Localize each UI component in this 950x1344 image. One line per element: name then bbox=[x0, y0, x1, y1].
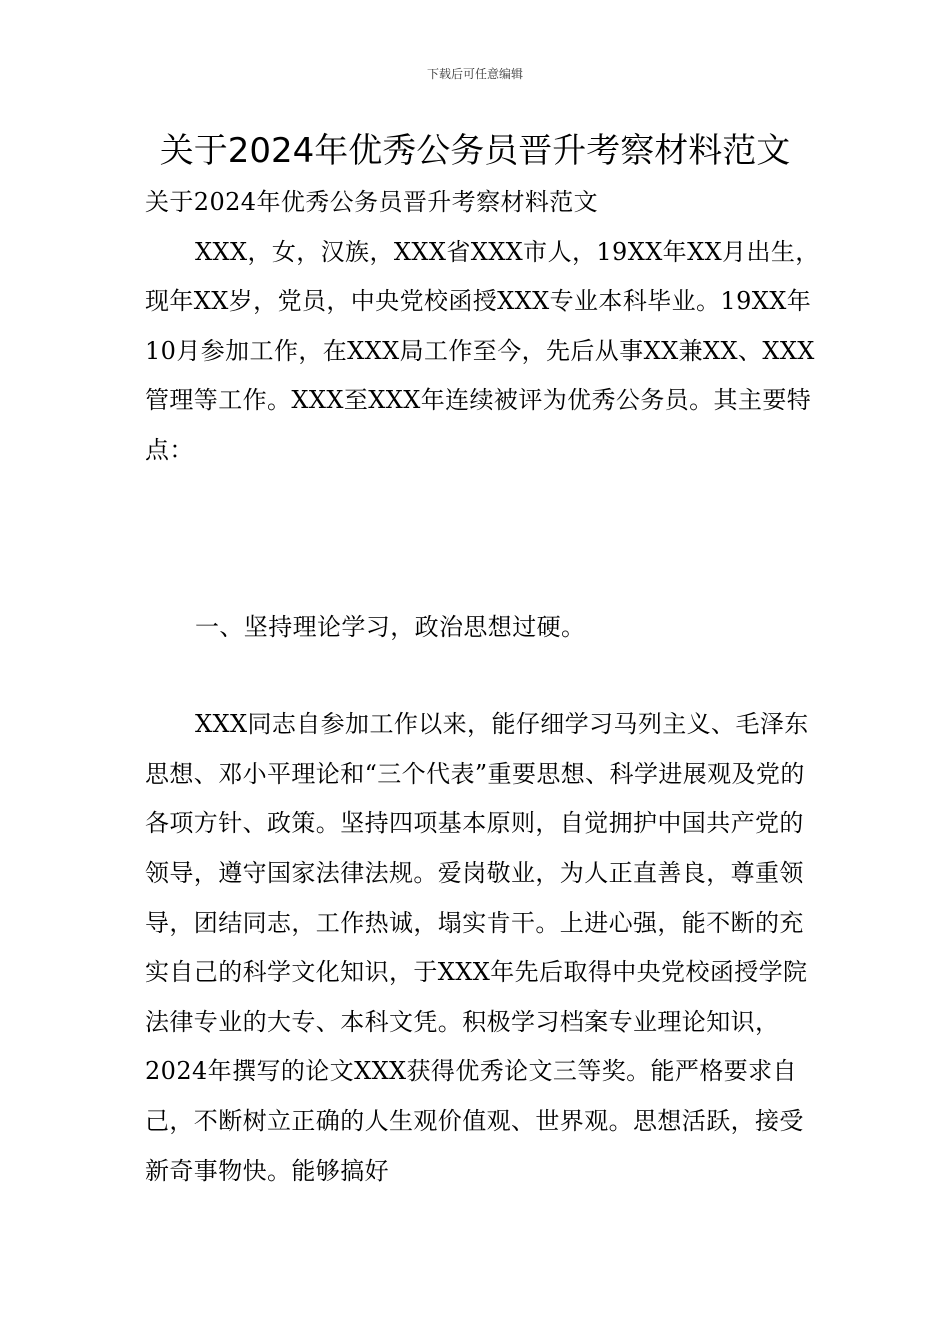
document-subtitle: 关于2024年优秀公务员晋升考察材料范文 bbox=[145, 188, 599, 216]
document-body bbox=[145, 178, 825, 1196]
intro-paragraph: XXX，女，汉族，XXX省XXX市人，19XX年XX月出生，现年XX岁，党员，中央党校函授XXX专业本科毕业。19XX年10月参加工作，在XXX局工作至今，先后从事XX兼XX、XXX管理等工作。XXX至XXX年连续被评为优秀公务员。其主要特点： bbox=[145, 237, 820, 464]
section-heading: 一、坚持理论学习，政治思想过硬。 bbox=[195, 612, 586, 641]
header-note: 下载后可任意编辑 bbox=[426, 67, 523, 81]
document-title: 关于2024年优秀公务员晋升考察材料范文 bbox=[159, 131, 791, 171]
body-paragraph: XXX同志自参加工作以来，能仔细学习马列主义、毛泽东思想、邓小平理论和“三个代表”重要思想、科学进展观及党的各项方针、政策。坚持四项基本原则，自觉拥护中国共产党的领导，遵守国家法律法规。爱岗敬业，为人正直善良，尊重领导，团结同志，工作热诚，塌实肯干。上进心强，能不断的充实自己的科学文化知识，于XXX年先后取得中央党校函授学院法律专业的大专、本科文凭。积极学习档案专业理论知识，2024年撰写的论文XXX获得优秀论文三等奖。能严格要求自己，不断树立正确的人生观价值观、世界观。思想活跃，接受新奇事物快。能够搞好 bbox=[145, 710, 809, 1185]
